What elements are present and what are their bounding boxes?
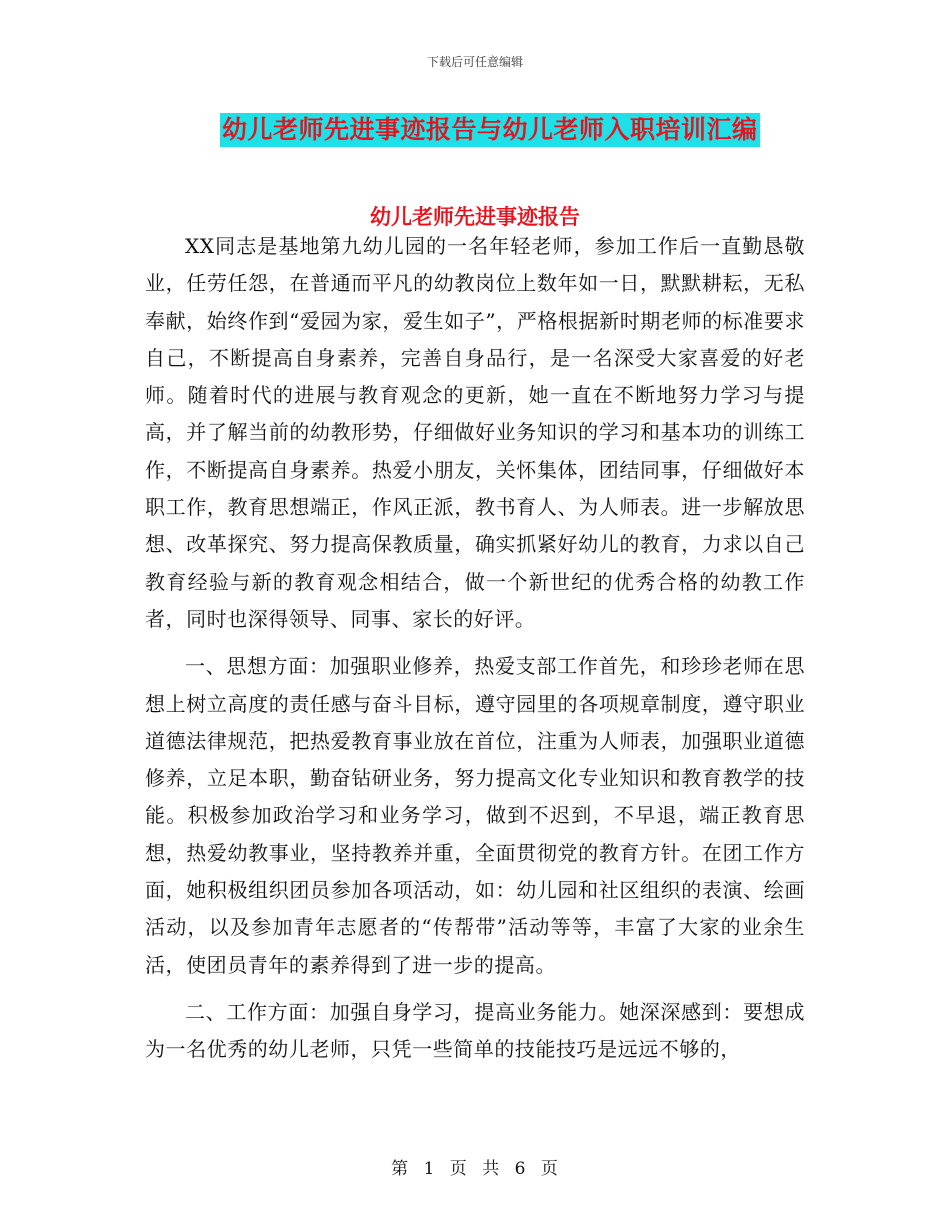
body-paragraph: 一、思想方面：加强职业修养，热爱支部工作首先，和珍珍老师在思想上树立高度的责任感与奋斗目标，遵守园里的各项规章制度，遵守职业道德法律规范，把热爱教育事业放在首位，注重为人师表，加强职业道德修养，立足本职，勤奋钻研业务，努力提高文化专业知识和教育教学的技能。积极参加政治学习和业务学习，做到不迟到，不早退，端正教育思想，热爱幼教事业，坚持教养并重，全面贯彻党的教育方针。在团工作方面，她积极组织团员参加各项活动，如：幼儿园和社区组织的表演、绘画活动，以及参加青年志愿者的“传帮带”活动等等，丰富了大家的业余生活，使团员青年的素养得到了进一步的提高。	[145, 654, 805, 977]
section-title: 幼儿老师先进事迹报告	[370, 204, 580, 229]
body-paragraph: 二、工作方面：加强自身学习，提高业务能力。她深深感到：要想成为一名优秀的幼儿老师，只凭一些简单的技能技巧是远远不够的，	[145, 999, 805, 1062]
page-header-note: 下载后可任意编辑	[426, 55, 523, 69]
document-title: 幼儿老师先进事迹报告与幼儿老师入职培训汇编	[220, 113, 760, 147]
page-number: 第 1 页 共 6 页	[391, 1159, 559, 1179]
body-paragraph: XX同志是基地第九幼儿园的一名年轻老师，参加工作后一直勤恳敬业，任劳任怨，在普通而平凡的幼教岗位上数年如一日，默默耕耘，无私奉献，始终作到“爱园为家，爱生如子”，严格根据新时期老师的标准要求自己，不断提高自身素养，完善自身品行，是一名深受大家喜爱的好老师。随着时代的进展与教育观念的更新，她一直在不断地努力学习与提高，并了解当前的幼教形势，仔细做好业务知识的学习和基本功的训练工作，不断提高自身素养。热爱小朋友，关怀集体，团结同事，仔细做好本职工作，教育思想端正，作风正派，教书育人、为人师表。进一步解放思想、改革探究、努力提高保教质量，确实抓紧好幼儿的教育，力求以自己教育经验与新的教育观念相结合，做一个新世纪的优秀合格的幼教工作者，同时也深得领导、同事、家长的好评。	[145, 234, 805, 631]
document-body	[145, 228, 805, 1069]
